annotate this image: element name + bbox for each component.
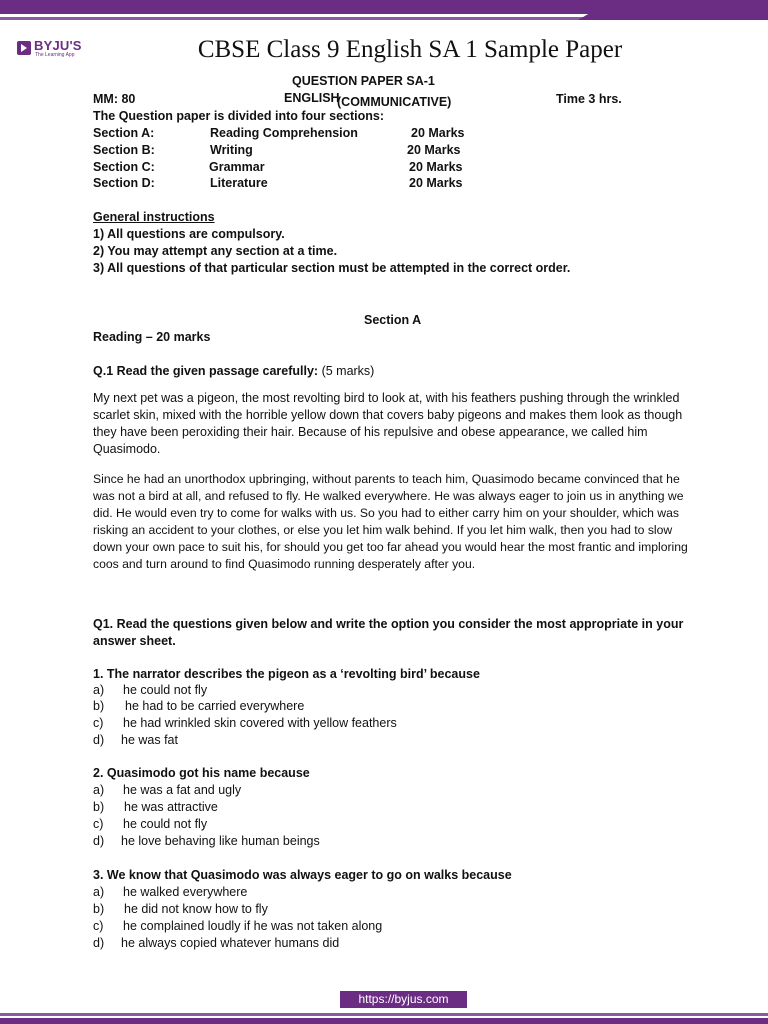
footer-url-link[interactable]: https://byjus.com xyxy=(340,991,467,1008)
option-text: he walked everywhere xyxy=(123,885,248,899)
option-label: a) xyxy=(93,683,105,697)
passage-paragraph: Since he had an unorthodox upbringing, without parents to teach him, Quasimodo became convinced that he was not a bird at all, and refused to fly. He walked everywhere. He was always eager to join us in anything we did. He would even try to come for walks with us. So you had to either carry him on your shoulder, which was risking an accident to your clothes, or else you let him walk behind. If you let him walk, then you had to slow down your own pace to suit his, for should you get too far ahead you would hear the most frantic and imploring coos and turn around to find Quasimodo running desperately after you. xyxy=(93,472,688,571)
section-marks: 20 Marks xyxy=(411,126,465,140)
passage-paragraph: My next pet was a pigeon, the most revolting bird to look at, with his feathers pushing through the wrinkled scarlet skin, mixed with the horrible yellow down that covers baby pigeons and makes them look as though they have been peroxiding their hair. Because of his repulsive and obese appearance, we called him Quasimodo. xyxy=(93,391,683,456)
option-label: a) xyxy=(93,783,105,797)
section-name: Section D: xyxy=(93,176,155,190)
q1-instruction: Q1. Read the questions given below and write the option you consider the most appropriate in your answer sheet. xyxy=(93,617,684,648)
instructions-heading: General instructions xyxy=(93,210,215,224)
q1-prompt xyxy=(93,363,374,380)
instruction-item: 1) All questions are compulsory. xyxy=(93,227,285,241)
section-topic: Grammar xyxy=(209,160,265,174)
option-text: he had wrinkled skin covered with yellow feathers xyxy=(123,716,397,730)
instruction-item: 3) All questions of that particular section must be attempted in the correct order. xyxy=(93,261,571,275)
logo-tagline: The Learning App xyxy=(35,52,75,58)
option-label: b) xyxy=(93,699,105,713)
section-name: Section C: xyxy=(93,160,155,174)
option-label: d) xyxy=(93,936,105,950)
instruction-item: 2) You may attempt any section at a time. xyxy=(93,244,338,258)
option-label: c) xyxy=(93,817,104,831)
option-label: c) xyxy=(93,716,104,730)
option-text: he was fat xyxy=(121,733,178,747)
option-label: b) xyxy=(93,800,105,814)
paper-heading: QUESTION PAPER SA-1 xyxy=(292,74,435,88)
footer-banner xyxy=(0,1006,768,1024)
paper-divided: The Question paper is divided into four sections: xyxy=(93,109,385,123)
section-topic: Reading Comprehension xyxy=(210,126,358,140)
option-text: he did not know how to fly xyxy=(124,902,268,916)
option-label: a) xyxy=(93,885,105,899)
max-marks: MM: 80 xyxy=(93,92,136,106)
section-marks: 20 Marks xyxy=(409,176,463,190)
time-allowed: Time 3 hrs. xyxy=(556,92,622,106)
option-label: b) xyxy=(93,902,105,916)
footer-band xyxy=(0,1018,768,1024)
option-text: he was attractive xyxy=(124,800,218,814)
option-text: he love behaving like human beings xyxy=(121,834,320,848)
top-banner xyxy=(0,0,768,22)
option-text: he always copied whatever humans did xyxy=(121,936,340,950)
option-text: he could not fly xyxy=(123,817,208,831)
q1-lead: Q.1 Read the given passage carefully: xyxy=(93,364,319,378)
q1-marks: (5 marks) xyxy=(318,364,375,378)
section-name: Section B: xyxy=(93,143,155,157)
question-text: 3. We know that Quasimodo was always eager to go on walks because xyxy=(93,868,512,882)
subject-line-1: ENGLISH xyxy=(284,91,340,105)
option-text: he could not fly xyxy=(123,683,208,697)
section-a-heading: Section A xyxy=(364,313,422,327)
footer-line xyxy=(0,1013,768,1016)
section-name: Section A: xyxy=(93,126,155,140)
document-title: CBSE Class 9 English SA 1 Sample Paper xyxy=(197,36,623,63)
section-topic: Writing xyxy=(210,143,253,157)
subject-line-2: (COMMUNICATIVE) xyxy=(337,95,452,109)
reading-marks: Reading – 20 marks xyxy=(93,330,211,344)
logo-brand: BYJU'S xyxy=(34,38,82,53)
section-topic: Literature xyxy=(210,176,268,190)
option-text: he was a fat and ugly xyxy=(123,783,242,797)
question-text: 2. Quasimodo got his name because xyxy=(93,766,310,780)
section-marks: 20 Marks xyxy=(407,143,461,157)
option-label: d) xyxy=(93,733,105,747)
section-marks: 20 Marks xyxy=(409,160,463,174)
option-text: he had to be carried everywhere xyxy=(125,699,305,713)
option-text: he complained loudly if he was not taken along xyxy=(123,919,383,933)
question-text: 1. The narrator describes the pigeon as a ‘revolting bird’ because xyxy=(93,667,480,681)
option-label: c) xyxy=(93,919,104,933)
option-label: d) xyxy=(93,834,105,848)
